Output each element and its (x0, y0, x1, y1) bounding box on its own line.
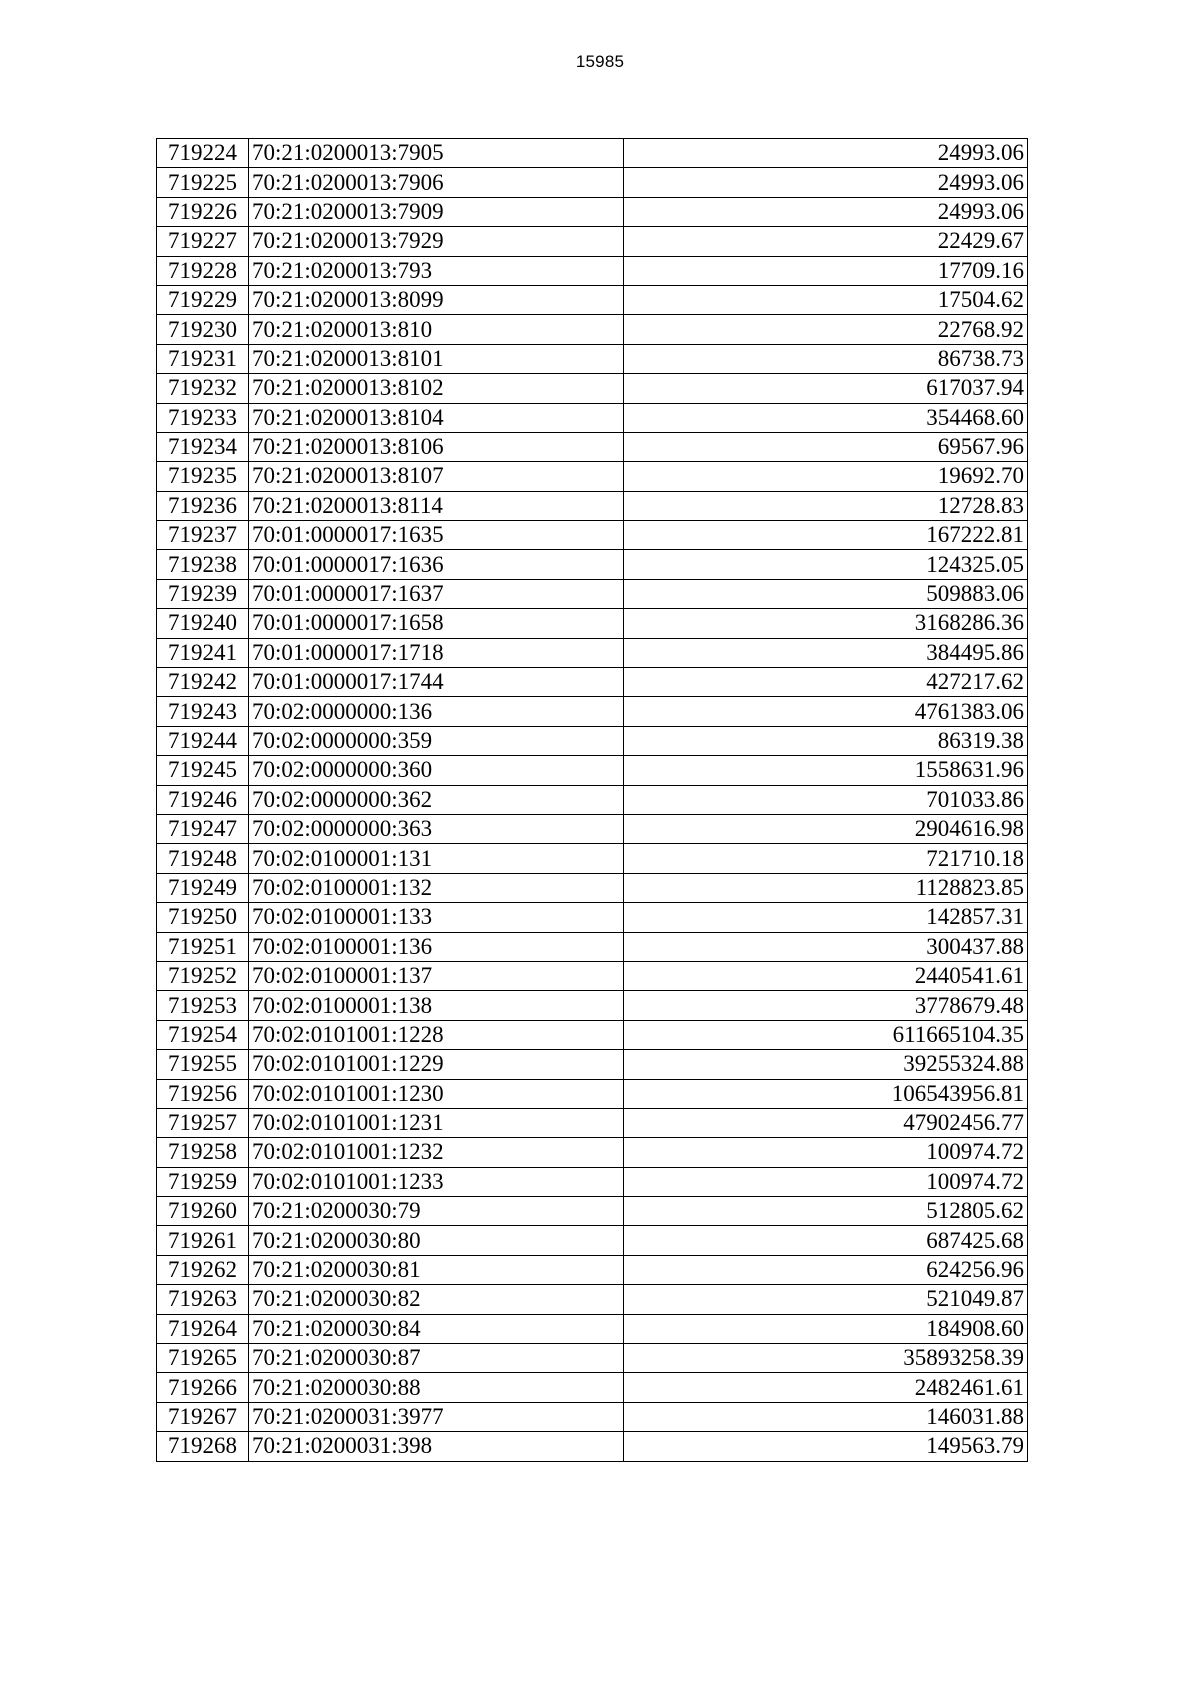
cadastral-value-cell: 1128823.85 (624, 873, 1028, 902)
row-number-cell: 719231 (157, 344, 249, 373)
row-number-cell: 719248 (157, 844, 249, 873)
cadastral-value-cell: 86319.38 (624, 726, 1028, 755)
table-row (157, 1020, 1028, 1049)
row-number-cell: 719241 (157, 638, 249, 667)
cadastral-value-cell: 184908.60 (624, 1314, 1028, 1343)
row-number-cell: 719233 (157, 403, 249, 432)
cadastral-number-cell: 70:21:0200030:81 (249, 1255, 624, 1284)
cadastral-value-cell: 721710.18 (624, 844, 1028, 873)
cadastral-number-cell: 70:01:0000017:1637 (249, 579, 624, 608)
cadastral-number-cell: 70:02:0101001:1232 (249, 1138, 624, 1167)
table-row (157, 903, 1028, 932)
table-row (157, 961, 1028, 990)
row-number-cell: 719228 (157, 256, 249, 285)
cadastral-value-cell: 100974.72 (624, 1167, 1028, 1196)
cadastral-value-cell: 124325.05 (624, 550, 1028, 579)
cadastral-number-cell: 70:02:0100001:138 (249, 991, 624, 1020)
table-body (157, 139, 1028, 1462)
cadastral-value-cell: 24993.06 (624, 168, 1028, 197)
cadastral-number-cell: 70:02:0000000:136 (249, 697, 624, 726)
table-row (157, 1314, 1028, 1343)
cadastral-value-table (156, 138, 1028, 1462)
cadastral-number-cell: 70:21:0200031:398 (249, 1432, 624, 1461)
cadastral-value-cell: 2482461.61 (624, 1373, 1028, 1402)
table-row (157, 638, 1028, 667)
cadastral-number-cell: 70:21:0200013:7905 (249, 139, 624, 168)
cadastral-number-cell: 70:02:0101001:1230 (249, 1079, 624, 1108)
cadastral-number-cell: 70:21:0200013:8114 (249, 491, 624, 520)
table-row (157, 256, 1028, 285)
cadastral-value-cell: 300437.88 (624, 932, 1028, 961)
row-number-cell: 719251 (157, 932, 249, 961)
row-number-cell: 719227 (157, 227, 249, 256)
row-number-cell: 719249 (157, 873, 249, 902)
cadastral-number-cell: 70:01:0000017:1744 (249, 668, 624, 697)
table-row (157, 315, 1028, 344)
row-number-cell: 719268 (157, 1432, 249, 1461)
cadastral-value-cell: 611665104.35 (624, 1020, 1028, 1049)
page-number: 15985 (575, 52, 625, 71)
row-number-cell: 719234 (157, 432, 249, 461)
cadastral-number-cell: 70:21:0200013:810 (249, 315, 624, 344)
cadastral-value-cell: 1558631.96 (624, 756, 1028, 785)
cadastral-number-cell: 70:02:0101001:1231 (249, 1108, 624, 1137)
table-row (157, 1108, 1028, 1137)
cadastral-number-cell: 70:02:0101001:1229 (249, 1050, 624, 1079)
cadastral-number-cell: 70:01:0000017:1718 (249, 638, 624, 667)
table-row (157, 344, 1028, 373)
cadastral-number-cell: 70:21:0200030:82 (249, 1285, 624, 1314)
cadastral-number-cell: 70:02:0101001:1228 (249, 1020, 624, 1049)
row-number-cell: 719239 (157, 579, 249, 608)
cadastral-value-cell: 106543956.81 (624, 1079, 1028, 1108)
row-number-cell: 719266 (157, 1373, 249, 1402)
row-number-cell: 719265 (157, 1344, 249, 1373)
table-row (157, 1079, 1028, 1108)
table-row (157, 785, 1028, 814)
cadastral-value-cell: 142857.31 (624, 903, 1028, 932)
cadastral-number-cell: 70:21:0200030:84 (249, 1314, 624, 1343)
cadastral-value-cell: 3168286.36 (624, 609, 1028, 638)
table-row (157, 374, 1028, 403)
row-number-cell: 719235 (157, 462, 249, 491)
table-row (157, 844, 1028, 873)
row-number-cell: 719261 (157, 1226, 249, 1255)
cadastral-value-cell: 617037.94 (624, 374, 1028, 403)
cadastral-value-cell: 2440541.61 (624, 961, 1028, 990)
row-number-cell: 719253 (157, 991, 249, 1020)
cadastral-value-cell: 12728.83 (624, 491, 1028, 520)
cadastral-number-cell: 70:02:0000000:363 (249, 814, 624, 843)
cadastral-value-cell: 39255324.88 (624, 1050, 1028, 1079)
table-row (157, 1050, 1028, 1079)
cadastral-number-cell: 70:21:0200013:7929 (249, 227, 624, 256)
table-row (157, 697, 1028, 726)
cadastral-number-cell: 70:02:0000000:360 (249, 756, 624, 785)
row-number-cell: 719232 (157, 374, 249, 403)
cadastral-number-cell: 70:21:0200030:79 (249, 1197, 624, 1226)
cadastral-value-cell: 19692.70 (624, 462, 1028, 491)
cadastral-value-cell: 47902456.77 (624, 1108, 1028, 1137)
row-number-cell: 719238 (157, 550, 249, 579)
cadastral-value-cell: 4761383.06 (624, 697, 1028, 726)
cadastral-value-cell: 167222.81 (624, 521, 1028, 550)
table-row (157, 1285, 1028, 1314)
cadastral-number-cell: 70:21:0200031:3977 (249, 1402, 624, 1431)
table-row (157, 1197, 1028, 1226)
table-row (157, 432, 1028, 461)
cadastral-value-cell: 427217.62 (624, 668, 1028, 697)
row-number-cell: 719244 (157, 726, 249, 755)
cadastral-value-cell: 3778679.48 (624, 991, 1028, 1020)
table-row (157, 1402, 1028, 1431)
cadastral-number-cell: 70:01:0000017:1658 (249, 609, 624, 638)
cadastral-number-cell: 70:02:0100001:133 (249, 903, 624, 932)
cadastral-value-cell: 509883.06 (624, 579, 1028, 608)
cadastral-number-cell: 70:02:0000000:359 (249, 726, 624, 755)
table-row (157, 168, 1028, 197)
cadastral-value-cell: 512805.62 (624, 1197, 1028, 1226)
cadastral-number-cell: 70:02:0100001:136 (249, 932, 624, 961)
row-number-cell: 719247 (157, 814, 249, 843)
cadastral-value-cell: 146031.88 (624, 1402, 1028, 1431)
cadastral-value-cell: 22429.67 (624, 227, 1028, 256)
row-number-cell: 719254 (157, 1020, 249, 1049)
table-row (157, 1255, 1028, 1284)
row-number-cell: 719258 (157, 1138, 249, 1167)
table-row (157, 462, 1028, 491)
table-row (157, 1138, 1028, 1167)
cadastral-value-cell: 687425.68 (624, 1226, 1028, 1255)
row-number-cell: 719259 (157, 1167, 249, 1196)
row-number-cell: 719250 (157, 903, 249, 932)
cadastral-number-cell: 70:02:0100001:131 (249, 844, 624, 873)
table-row (157, 285, 1028, 314)
cadastral-value-cell: 384495.86 (624, 638, 1028, 667)
cadastral-number-cell: 70:21:0200013:8099 (249, 285, 624, 314)
cadastral-number-cell: 70:02:0100001:137 (249, 961, 624, 990)
row-number-cell: 719226 (157, 197, 249, 226)
row-number-cell: 719263 (157, 1285, 249, 1314)
table-row (157, 197, 1028, 226)
row-number-cell: 719243 (157, 697, 249, 726)
table-row (157, 1373, 1028, 1402)
table-row (157, 1226, 1028, 1255)
row-number-cell: 719246 (157, 785, 249, 814)
row-number-cell: 719237 (157, 521, 249, 550)
table-row (157, 1344, 1028, 1373)
table-row (157, 609, 1028, 638)
cadastral-number-cell: 70:21:0200013:8102 (249, 374, 624, 403)
table-row (157, 550, 1028, 579)
cadastral-value-cell: 149563.79 (624, 1432, 1028, 1461)
cadastral-value-cell: 100974.72 (624, 1138, 1028, 1167)
cadastral-value-cell: 701033.86 (624, 785, 1028, 814)
cadastral-number-cell: 70:21:0200013:7909 (249, 197, 624, 226)
row-number-cell: 719224 (157, 139, 249, 168)
cadastral-value-cell: 521049.87 (624, 1285, 1028, 1314)
table-row (157, 932, 1028, 961)
cadastral-number-cell: 70:01:0000017:1636 (249, 550, 624, 579)
cadastral-number-cell: 70:21:0200030:87 (249, 1344, 624, 1373)
cadastral-value-cell: 24993.06 (624, 139, 1028, 168)
cadastral-number-cell: 70:21:0200013:8106 (249, 432, 624, 461)
cadastral-number-cell: 70:21:0200013:8104 (249, 403, 624, 432)
cadastral-value-cell: 17504.62 (624, 285, 1028, 314)
row-number-cell: 719260 (157, 1197, 249, 1226)
table-row (157, 873, 1028, 902)
cadastral-number-cell: 70:21:0200013:793 (249, 256, 624, 285)
cadastral-number-cell: 70:21:0200030:88 (249, 1373, 624, 1402)
cadastral-number-cell: 70:02:0101001:1233 (249, 1167, 624, 1196)
table-row (157, 521, 1028, 550)
row-number-cell: 719242 (157, 668, 249, 697)
cadastral-number-cell: 70:21:0200013:8101 (249, 344, 624, 373)
row-number-cell: 719229 (157, 285, 249, 314)
cadastral-number-cell: 70:02:0000000:362 (249, 785, 624, 814)
cadastral-value-cell: 22768.92 (624, 315, 1028, 344)
cadastral-number-cell: 70:02:0100001:132 (249, 873, 624, 902)
row-number-cell: 719252 (157, 961, 249, 990)
table-row (157, 726, 1028, 755)
row-number-cell: 719236 (157, 491, 249, 520)
cadastral-number-cell: 70:01:0000017:1635 (249, 521, 624, 550)
row-number-cell: 719262 (157, 1255, 249, 1284)
table-row (157, 1167, 1028, 1196)
table-row (157, 491, 1028, 520)
table-row (157, 1432, 1028, 1461)
table-row (157, 756, 1028, 785)
cadastral-number-cell: 70:21:0200013:8107 (249, 462, 624, 491)
cadastral-value-cell: 17709.16 (624, 256, 1028, 285)
row-number-cell: 719255 (157, 1050, 249, 1079)
row-number-cell: 719257 (157, 1108, 249, 1137)
row-number-cell: 719256 (157, 1079, 249, 1108)
table-row (157, 814, 1028, 843)
cadastral-value-cell: 624256.96 (624, 1255, 1028, 1284)
cadastral-value-cell: 24993.06 (624, 197, 1028, 226)
row-number-cell: 719230 (157, 315, 249, 344)
table-row (157, 991, 1028, 1020)
cadastral-value-cell: 354468.60 (624, 403, 1028, 432)
table-row (157, 668, 1028, 697)
table-row (157, 403, 1028, 432)
cadastral-value-cell: 2904616.98 (624, 814, 1028, 843)
cadastral-number-cell: 70:21:0200013:7906 (249, 168, 624, 197)
row-number-cell: 719240 (157, 609, 249, 638)
row-number-cell: 719264 (157, 1314, 249, 1343)
row-number-cell: 719225 (157, 168, 249, 197)
cadastral-number-cell: 70:21:0200030:80 (249, 1226, 624, 1255)
table-row (157, 579, 1028, 608)
table-row (157, 139, 1028, 168)
row-number-cell: 719245 (157, 756, 249, 785)
cadastral-value-cell: 86738.73 (624, 344, 1028, 373)
row-number-cell: 719267 (157, 1402, 249, 1431)
cadastral-value-cell: 69567.96 (624, 432, 1028, 461)
cadastral-value-cell: 35893258.39 (624, 1344, 1028, 1373)
table-row (157, 227, 1028, 256)
